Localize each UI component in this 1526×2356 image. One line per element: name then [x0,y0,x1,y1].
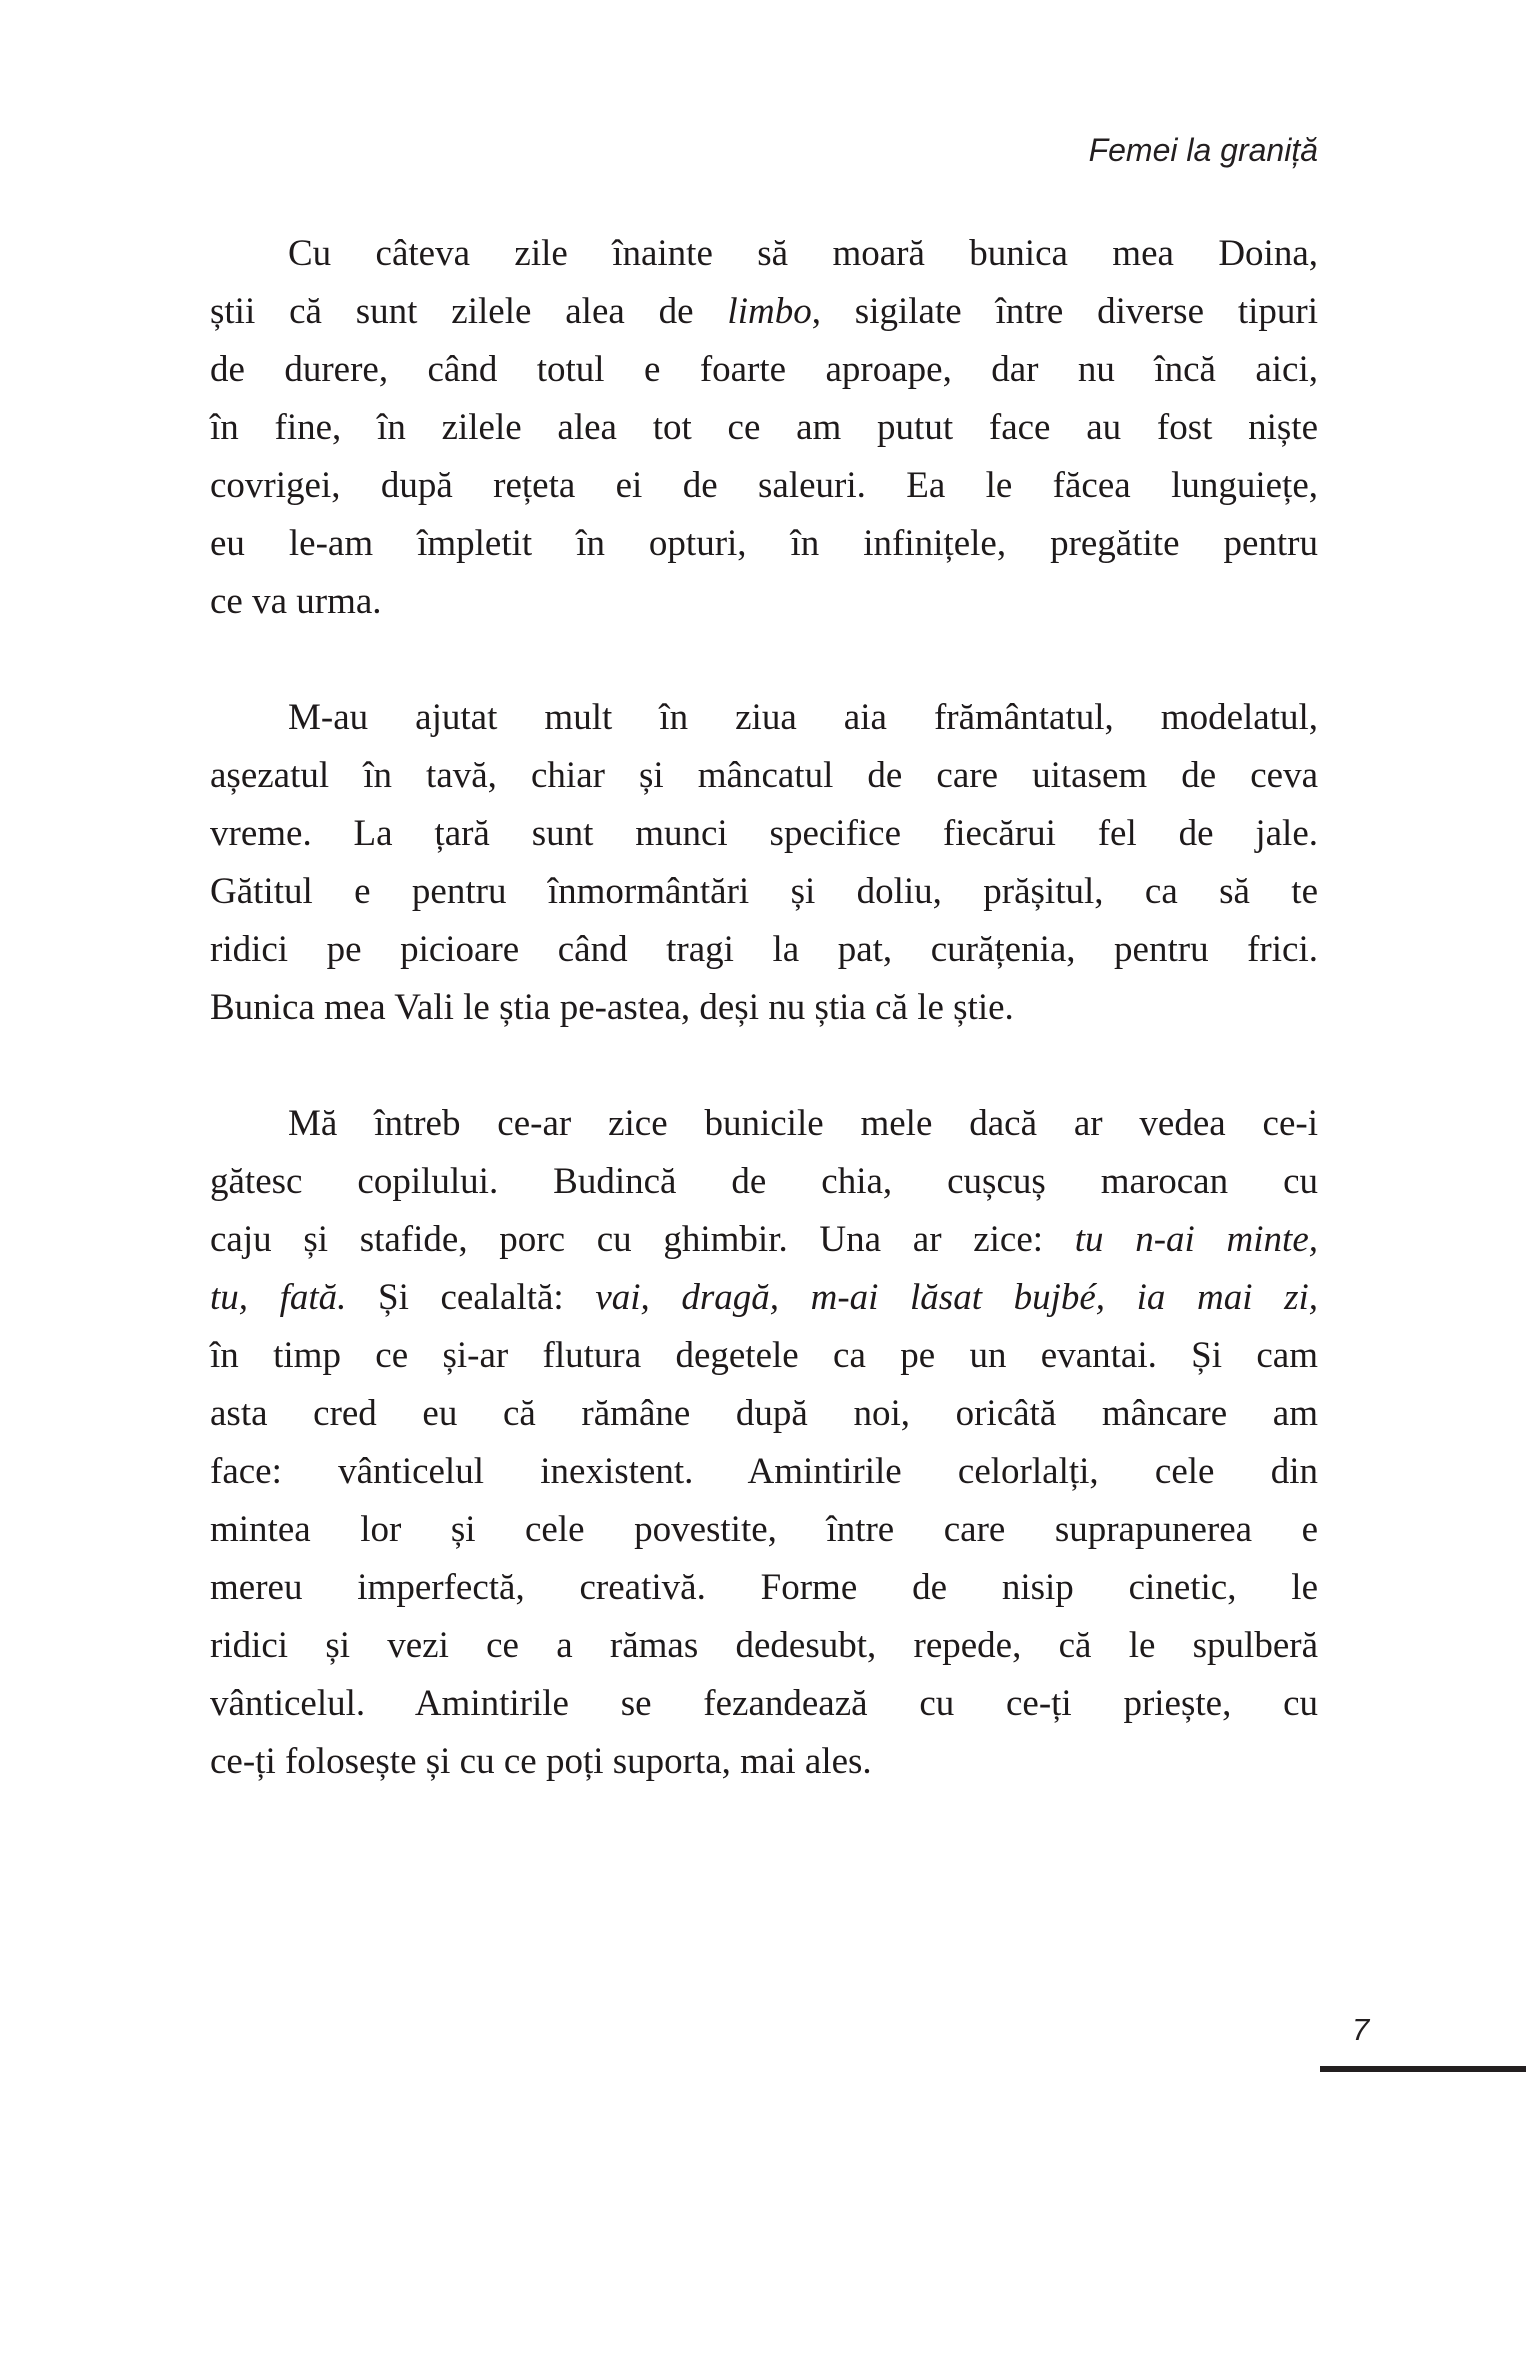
text-line [210,1617,1318,1675]
text-line [210,863,1318,921]
text-line [210,1675,1318,1733]
paragraph [210,689,1318,1037]
text-line [210,1269,1318,1327]
text-run: caju și stafide, porc cu ghimbir. Una ar zice: [210,1219,1075,1260]
text-run: ridici pe picioare când tragi la pat, curățenia, pentru frici. [210,929,1318,970]
text-run: Cu câteva zile înainte să moară bunica mea Doina, [288,233,1318,274]
text-run: face: vânticelul inexistent. Amintirile celorlalți, cele din [210,1451,1318,1492]
text-line [210,399,1318,457]
text-line [210,1211,1318,1269]
text-run: Gătitul e pentru înmormântări și doliu, prășitul, ca să te [210,871,1318,912]
text-line [210,1501,1318,1559]
text-run: așezatul în tavă, chiar și mâncatul de care uitasem de ceva [210,755,1318,796]
text-run: M-au ajutat mult în ziua aia frământatul, modelatul, [288,697,1318,738]
paragraph [210,225,1318,631]
text-run: asta cred eu că rămâne după noi, oricâtă mâncare am [210,1393,1318,1434]
italic-text-run: limbo [727,291,812,332]
text-run: gătesc copilului. Budincă de chia, cușcuș marocan cu [210,1161,1318,1202]
text-run: ridici și vezi ce a rămas dedesubt, repede, că le spulberă [210,1625,1318,1666]
text-run: eu le-am împletit în opturi, în infinițele, pregătite pentru [210,523,1318,564]
text-run: vânticelul. Amintirile se fezandează cu ce-ți priește, cu [210,1683,1318,1724]
text-run: mintea lor și cele povestite, între care suprapunerea e [210,1509,1318,1550]
italic-text-run: tu n-ai minte, [1074,1219,1318,1260]
text-line [210,1443,1318,1501]
page-content [210,130,1318,1791]
text-run: vreme. La țară sunt munci specifice fiecărui fel de jale. [210,813,1318,854]
text-line [210,341,1318,399]
running-header: Femei la graniță [1088,132,1318,168]
text-line [210,573,1318,631]
text-run: mereu imperfectă, creativă. Forme de nisip cinetic, le [210,1567,1318,1608]
text-run: de durere, când totul e foarte aproape, dar nu încă aici, [210,349,1318,390]
text-run: în fine, în zilele alea tot ce am putut face au fost niște [210,407,1318,448]
text-line [210,1095,1318,1153]
italic-text-run: vai, dragă, m-ai lăsat bujbé, ia mai zi, [595,1277,1319,1318]
text-line [210,1153,1318,1211]
text-line [210,1327,1318,1385]
page-number: 7 [1352,2012,1370,2047]
text-run: , sigilate între diverse tipuri [811,291,1319,332]
text-line [210,979,1318,1037]
paragraph [210,1095,1318,1791]
text-line [210,1559,1318,1617]
footer-rule [1320,2066,1526,2072]
text-line [210,457,1318,515]
text-run: Și cealaltă: [346,1277,596,1318]
text-run: știi că sunt zilele alea de [210,291,728,332]
text-line [210,747,1318,805]
text-line [210,1733,1318,1791]
text-run: covrigei, după rețeta ei de saleuri. Ea le făcea lunguiețe, [210,465,1318,506]
text-line [210,225,1318,283]
italic-text-run: tu, fată. [210,1277,347,1318]
text-run: ce va urma. [210,581,382,622]
text-line [210,921,1318,979]
text-run: Mă întreb ce-ar zice bunicile mele dacă ar vedea ce-i [288,1103,1318,1144]
text-line [210,689,1318,747]
text-run: Bunica mea Vali le știa pe-astea, deși nu știa că le știe. [210,987,1014,1028]
text-line [210,283,1318,341]
text-run: ce-ți folosește și cu ce poți suporta, mai ales. [210,1741,872,1782]
text-line [210,515,1318,573]
text-line [210,1385,1318,1443]
body-text [210,225,1318,1791]
text-run: în timp ce și-ar flutura degetele ca pe un evantai. Și cam [210,1335,1318,1376]
text-line [210,805,1318,863]
